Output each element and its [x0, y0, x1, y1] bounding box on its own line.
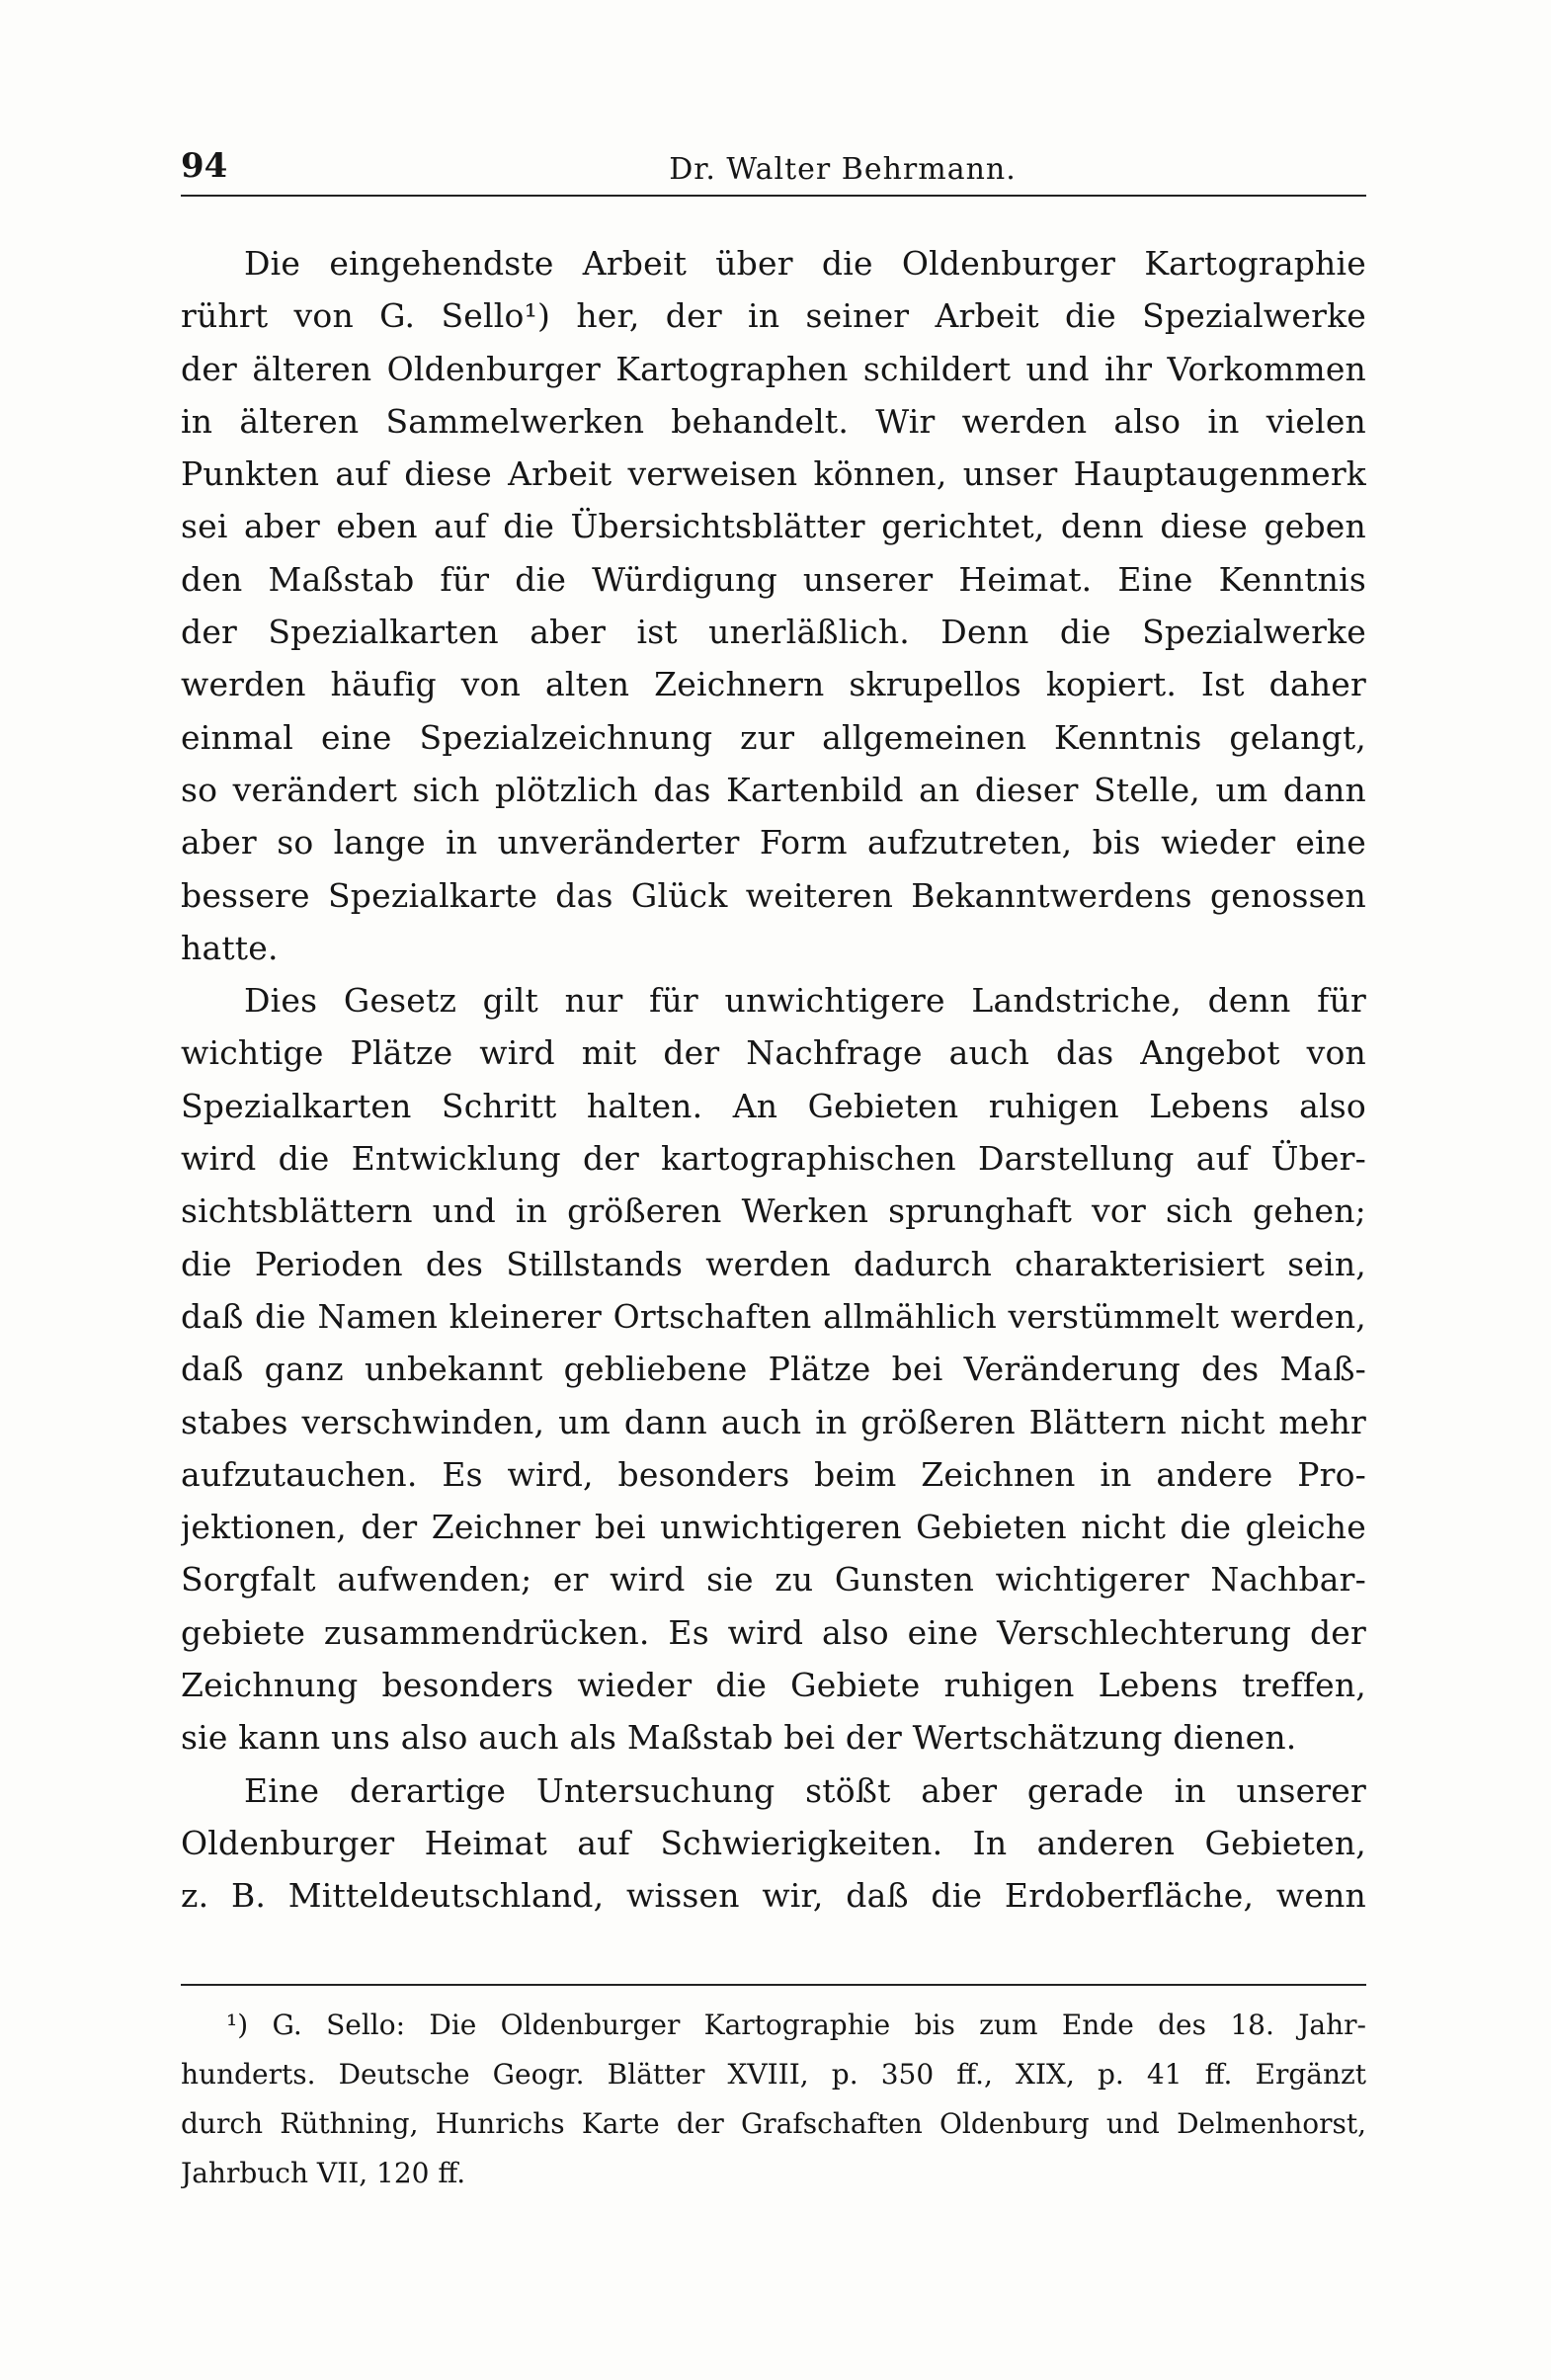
text-line: wichtige Plätze wird mit der Nachfrage auch das Angebot von	[181, 1033, 1366, 1073]
text-line: wird die Entwicklung der kartographischen Darstellung auf Über-	[181, 1139, 1366, 1179]
text-line: Oldenburger Heimat auf Schwierigkeiten. In anderen Gebieten,	[181, 1823, 1366, 1862]
text-line: daß die Namen kleinerer Ortschaften allmählich verstümmelt werden,	[181, 1296, 1366, 1336]
footnote-line: hunderts. Deutsche Geogr. Blätter XVIII, p. 350 ff., XIX, p. 41 ff. Ergänzt	[181, 2058, 1366, 2091]
paragraph-1	[181, 237, 1366, 974]
text-line: Zeichnung besonders wieder die Gebiete ruhigen Lebens treffen,	[181, 1666, 1366, 1705]
body-text	[181, 237, 1366, 1923]
footnote-line: Jahrbuch VII, 120 ff.	[181, 2157, 466, 2189]
text-line: rührt von G. Sello¹) her, der in seiner Arbeit die Spezialwerke	[181, 296, 1366, 336]
footnote-line: ¹) G. Sello: Die Oldenburger Kartographie bis zum Ende des 18. Jahr-	[226, 2009, 1366, 2041]
paragraph-2	[181, 974, 1366, 1764]
text-line: Die eingehendste Arbeit über die Oldenburger Kartographie	[244, 244, 1366, 283]
text-line: der Spezialkarten aber ist unerläßlich. Denn die Spezialwerke	[181, 613, 1366, 652]
text-line: Spezialkarten Schritt halten. An Gebieten ruhigen Lebens also	[181, 1086, 1366, 1125]
text-line: sei aber eben auf die Übersichtsblätter gerichtet, denn diese geben	[181, 507, 1366, 546]
text-line: jektionen, der Zeichner bei unwichtigeren Gebieten nicht die gleiche	[181, 1508, 1366, 1547]
text-line: so verändert sich plötzlich das Kartenbild an dieser Stelle, um dann	[181, 770, 1366, 809]
text-line: aufzutauchen. Es wird, besonders beim Zeichnen in andere Pro-	[181, 1454, 1366, 1494]
header-rule	[181, 195, 1366, 197]
text-line: bessere Spezialkarte das Glück weiteren Bekanntwerdens genossen	[181, 875, 1366, 915]
text-line: aber so lange in unveränderter Form aufzutreten, bis wieder eine	[181, 823, 1366, 862]
text-line: werden häufig von alten Zeichnern skrupellos kopiert. Ist daher	[181, 665, 1366, 704]
footnote-line: durch Rüthning, Hunrichs Karte der Grafschaften Oldenburg und Delmenhorst,	[181, 2107, 1366, 2140]
running-head: Dr. Walter Behrmann.	[669, 152, 1017, 187]
text-line: gebiete zusammendrücken. Es wird also eine Verschlechterung der	[181, 1612, 1366, 1652]
text-line: hatte.	[181, 928, 279, 967]
text-line: in älteren Sammelwerken behandelt. Wir werden also in vielen	[181, 401, 1366, 441]
paragraph-3	[181, 1764, 1366, 1923]
text-line: Sorgfalt aufwenden; er wird sie zu Gunsten wichtigerer Nachbar-	[181, 1560, 1366, 1600]
footnote-rule	[181, 1984, 1366, 1986]
text-line: einmal eine Spezialzeichnung zur allgemeinen Kenntnis gelangt,	[181, 717, 1366, 757]
text-line: sichtsblättern und in größeren Werken sprunghaft vor sich gehen;	[181, 1191, 1366, 1231]
text-line: stabes verschwinden, um dann auch in größeren Blättern nicht mehr	[181, 1402, 1366, 1441]
text-line: Dies Gesetz gilt nur für unwichtigere Landstriche, denn für	[244, 981, 1366, 1021]
footnote	[181, 2001, 1366, 2198]
text-line: Punkten auf diese Arbeit verweisen können, unser Hauptaugenmerk	[181, 454, 1366, 494]
text-line: den Maßstab für die Würdigung unserer Heimat. Eine Kenntnis	[181, 559, 1366, 599]
text-line: der älteren Oldenburger Kartographen schildert und ihr Vorkommen	[181, 349, 1366, 388]
text-line: die Perioden des Stillstands werden dadurch charakterisiert sein,	[181, 1244, 1366, 1283]
page-number: 94	[181, 146, 228, 186]
text-line: sie kann uns also auch als Maßstab bei der Wertschätzung dienen.	[181, 1718, 1297, 1758]
text-line: Eine derartige Untersuchung stößt aber gerade in unserer	[244, 1770, 1366, 1810]
page-header	[181, 146, 1366, 205]
text-line: z. B. Mitteldeutschland, wissen wir, daß die Erdoberfläche, wenn	[181, 1876, 1366, 1916]
text-line: daß ganz unbekannt gebliebene Plätze bei Veränderung des Maß-	[181, 1350, 1366, 1389]
